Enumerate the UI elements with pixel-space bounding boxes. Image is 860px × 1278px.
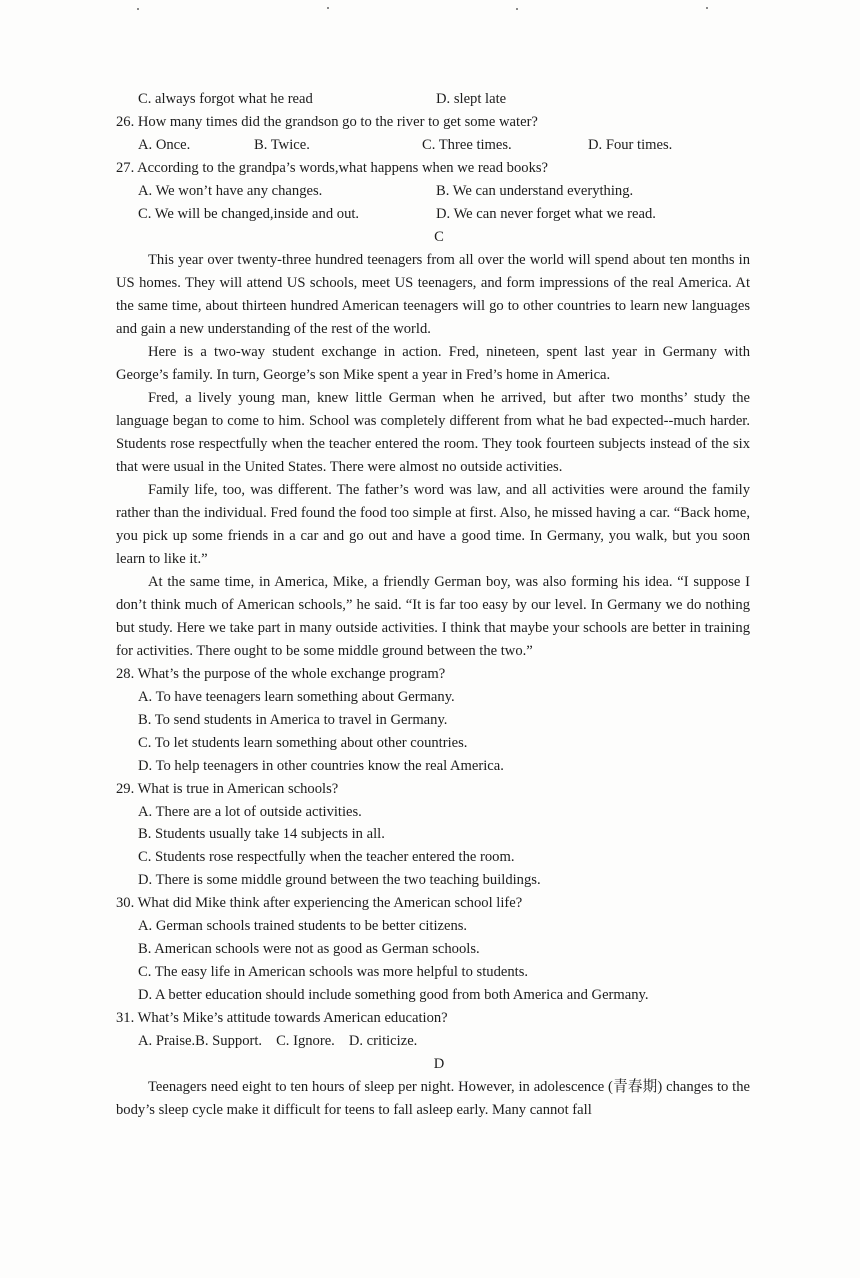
scan-speck <box>137 8 139 10</box>
option-c: C. Students rose respectfully when the teacher entered the room. <box>138 849 515 866</box>
option-a: A. There are a lot of outside activities. <box>138 803 362 820</box>
question-30: 30. What did Mike think after experiencing the American school life? <box>116 895 523 912</box>
option-d: D. Four times. <box>588 137 673 153</box>
question-31: 31. What’s Mike’s attitude towards American education? <box>116 1009 448 1026</box>
option-d: D. criticize. <box>348 1032 418 1049</box>
option-d: D. There is some middle ground between the two teaching buildings. <box>138 872 541 889</box>
question-26: 26. How many times did the grandson go to the river to get some water? <box>116 114 538 130</box>
q26-options <box>116 134 750 157</box>
passage-c-paragraph: Here is a two-way student exchange in action. Fred, nineteen, spent last year in Germany with George’s family. In turn, George’s son Mike spent a year in Fred’s home in America. <box>116 344 750 383</box>
option-c: C. The easy life in American schools was more helpful to students. <box>138 963 529 980</box>
option-b: B. American schools were not as good as German schools. <box>138 941 480 958</box>
option-d: D. A better education should include something good from both America and Germany. <box>138 986 649 1003</box>
q30-options <box>116 915 750 1007</box>
q27-options-cd <box>116 203 750 226</box>
option-a: A. Once. <box>138 137 191 153</box>
option-b: B. Students usually take 14 subjects in all. <box>138 826 385 843</box>
passage-d-paragraph: Teenagers need eight to ten hours of sleep per night. However, in adolescence (青春期) changes to the body’s sleep cycle make it difficult for teens to fall asleep early. Many cannot fall <box>116 1078 750 1118</box>
option-c: C. Ignore. <box>276 1032 335 1049</box>
scan-speck <box>516 8 518 10</box>
exam-content <box>116 88 750 1122</box>
question-29: 29. What is true in American schools? <box>116 780 339 797</box>
option-a: A. To have teenagers learn something about Germany. <box>138 689 455 705</box>
section-heading-d: D <box>433 1055 445 1072</box>
q29-options <box>116 801 750 893</box>
option-d: D. We can never forget what we read. <box>436 206 656 222</box>
scan-speck <box>706 7 708 9</box>
option-d: D. To help teenagers in other countries know the real America. <box>138 757 504 774</box>
option-c: C. always forgot what he read <box>138 91 313 107</box>
question-28: 28. What’s the purpose of the whole exchange program? <box>116 666 446 682</box>
option-b: B. To send students in America to travel in Germany. <box>138 711 448 728</box>
scan-speck <box>327 7 329 9</box>
q31-options <box>116 1030 750 1053</box>
q27-options-ab <box>116 180 750 203</box>
question-27: 27. According to the grandpa’s words,what happens when we read books? <box>116 160 549 176</box>
option-a: A. German schools trained students to be better citizens. <box>138 918 468 935</box>
passage-c-paragraph: Family life, too, was different. The father’s word was law, and all activities were around the family rather than the individual. Fred found the food too simple at first. Also, he missed having a car. “Back home, you pick up some friends in a car and go out and have a good time. In Germany, you walk, but you soon learn to like it.” <box>116 482 750 567</box>
option-b: B. Support. <box>195 1032 263 1049</box>
q28-options <box>116 686 750 778</box>
section-heading-c: C <box>434 229 444 245</box>
passage-c-paragraph: At the same time, in America, Mike, a friendly German boy, was also forming his idea. “I suppose I don’t think much of American schools,” he said. “It is far too easy by our level. In Germany we do nothing but study. Here we take part in many outside activities. I think that maybe your schools are better in training for activities. There ought to be some middle ground between the two.” <box>116 574 750 659</box>
option-c: C. To let students learn something about other countries. <box>138 734 468 751</box>
option-b: B. Twice. <box>254 137 310 153</box>
passage-c-paragraph: Fred, a lively young man, knew little German when he arrived, but after two months’ study the language began to come to him. School was completely different from what he bad expected--much harder. Students rose respectfully when the teacher entered the room. They took fourteen subjects instead of the six that were usual in the United States. There were almost no outside activities. <box>116 390 750 475</box>
q25-options-tail <box>116 88 750 111</box>
option-b: B. We can understand everything. <box>436 183 634 199</box>
passage-c-paragraph: This year over twenty-three hundred teenagers from all over the world will spend about ten months in US homes. They will attend US schools, meet US teenagers, and form impressions of the real America. At the same time, about thirteen hundred American teenagers will go to other countries to learn new languages and gain a new understanding of the rest of the world. <box>116 252 750 337</box>
option-d: D. slept late <box>436 91 507 107</box>
option-c: C. We will be changed,inside and out. <box>138 206 360 222</box>
option-c: C. Three times. <box>422 137 512 153</box>
option-a: A. We won’t have any changes. <box>138 183 323 199</box>
option-a: A. Praise. <box>138 1032 196 1049</box>
